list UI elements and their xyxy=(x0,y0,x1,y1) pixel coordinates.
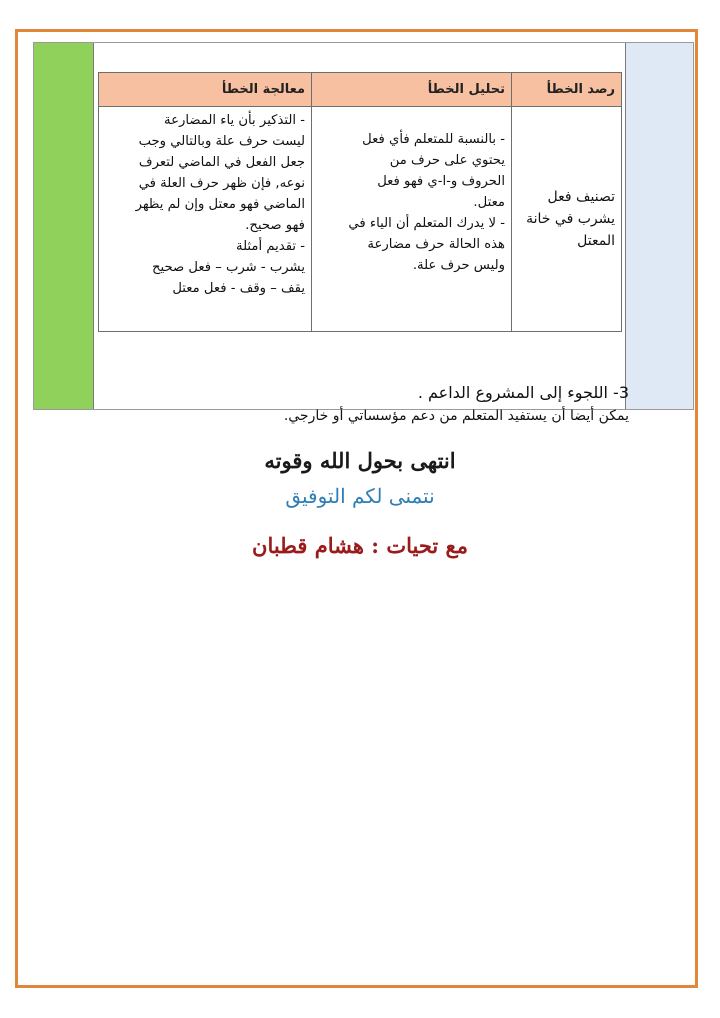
closing-wish: نتمنى لكم التوفيق xyxy=(285,484,435,508)
cell-line: المعتل xyxy=(577,232,615,249)
cell-line: جعل الفعل في الماضي لتعرف xyxy=(138,155,305,170)
cell-line: وليس حرف علة. xyxy=(412,258,505,273)
table-header-row xyxy=(99,73,622,107)
table-row xyxy=(99,107,622,332)
remediation-cell xyxy=(99,107,312,332)
support-project-note: 3- اللجوء إلى المشروع الداعم . xyxy=(417,383,629,402)
cell-line: يشرب في خانة xyxy=(526,210,615,227)
cell-line: ليست حرف علة وبالتالي وجب xyxy=(138,134,305,149)
cell-line: الماضي فهو معتل وإن لم يظهر xyxy=(135,197,305,212)
content-box xyxy=(33,42,694,424)
cell-line: - التذكير بأن ياء المضارعة xyxy=(164,113,305,128)
header-error-detection: رصد الخطأ xyxy=(512,73,622,107)
cell-line: فهو صحيح. xyxy=(245,218,305,233)
external-support-note: يمكن أيضا أن يستفيد المتعلم من دعم مؤسساتي أو خارجي. xyxy=(283,408,629,424)
error-table xyxy=(98,72,622,332)
green-strip xyxy=(34,43,94,409)
cell-line: تصنيف فعل xyxy=(547,188,615,205)
cell-line: - بالنسبة للمتعلم فأي فعل xyxy=(362,132,505,147)
cell-line: يقف – وقف - فعل معتل xyxy=(172,281,305,296)
cell-line: يشرب - شرب – فعل صحيح xyxy=(151,260,305,275)
cell-line: الحروف و-ا-ي فهو فعل xyxy=(377,174,505,189)
analysis-cell xyxy=(312,107,512,332)
blue-strip xyxy=(625,43,693,409)
cell-line: - تقديم أمثلة xyxy=(236,239,305,254)
author-signature: مع تحيات : هشام قطبان xyxy=(252,533,468,558)
header-error-analysis: تحليل الخطأ xyxy=(312,73,512,107)
cell-line: نوعه, فإن ظهر حرف العلة في xyxy=(138,176,305,191)
header-error-remediation: معالجة الخطأ xyxy=(99,73,312,107)
cell-line: - لا يدرك المتعلم أن الياء في xyxy=(348,216,505,231)
detection-cell xyxy=(512,107,622,332)
cell-line: يحتوي على حرف من xyxy=(389,153,505,168)
cell-line: معتل. xyxy=(473,195,505,210)
cell-line: هذه الحالة حرف مضارعة xyxy=(367,237,505,252)
closing-title: انتهى بحول الله وقوته xyxy=(264,448,456,473)
